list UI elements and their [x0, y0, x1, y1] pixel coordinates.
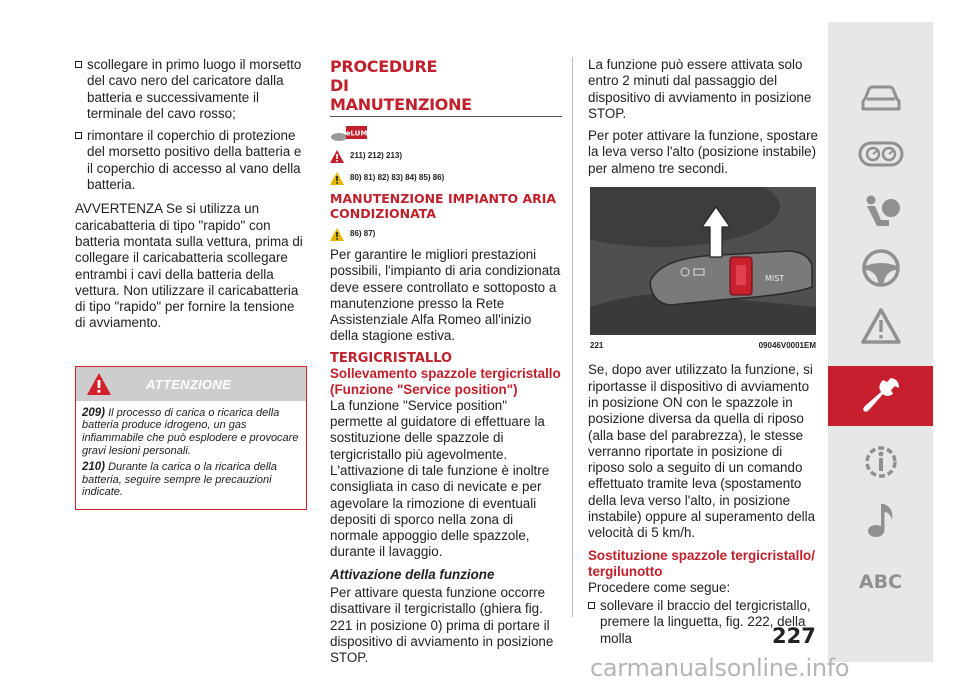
index-maintenance[interactable]	[828, 366, 933, 426]
warning-text: Il processo di carica o ricarica della batteria produce idrogeno, un gas infiammabile che può esplodere e provocare gravi lesioni personali.	[82, 406, 299, 457]
bullet-disconnect: scollegare in primo luogo il morsetto del cavo nero del caricatore dalla batteria e successivamente il terminale del cavo rosso;	[75, 57, 307, 122]
ref-numbers: 211) 212) 213)	[350, 150, 403, 160]
warning-number: 209)	[82, 406, 106, 419]
heading-rule	[330, 116, 562, 117]
info-gear-icon	[860, 441, 902, 483]
timing-paragraph: La funzione può essere attivata solo entro 2 minuti dal passaggio del dispositivo di avviamento in posizione STOP.	[588, 57, 812, 121]
chapter-index-sidebar	[828, 22, 933, 662]
ref-row-1	[330, 147, 562, 165]
subheading-service-position: Sollevamento spazzole tergicristallo (Funzione "Service position")	[330, 365, 561, 397]
advisory-paragraph: AVVERTENZA Se si utilizza un caricabatteria di tipo "rapido" con batteria montata sulla vettura, prima di collegare il caricabatteria scollegare entrambi i cavi della batteria della vettura. Non utilizzare il caricabatteria di tipo "rapido" per fornire la tensione di avviamento.	[75, 201, 303, 331]
figure-221-photo	[590, 187, 816, 335]
caution-triangle-icon	[330, 228, 344, 241]
column-divider	[572, 57, 573, 617]
warning-number: 210)	[82, 461, 106, 474]
bullet-lift-arm: sollevare il braccio del tergicristallo, premere la linguetta, fig. 222, della molla	[588, 598, 820, 647]
abc-index-icon: ABC	[858, 571, 903, 593]
elum-badge-row	[330, 125, 562, 143]
ref-row-2	[330, 169, 562, 187]
ac-paragraph: Per garantire le migliori prestazioni possibili, l'impianto di aria condizionata deve essere controllato e sottoposto a manutenzione presso la Rete Assistenziale Alfa Romeo all'inizio della stagione estiva.	[330, 247, 561, 344]
page-number: 227	[772, 624, 816, 648]
index-car[interactable]	[828, 70, 933, 126]
warning-triangle-icon	[861, 308, 901, 344]
index-technical-data[interactable]	[828, 434, 933, 490]
warning-body	[76, 401, 306, 509]
index-safety[interactable]	[828, 184, 933, 240]
airbag-icon	[859, 194, 903, 230]
steering-wheel-icon	[861, 248, 901, 288]
activation-heading: Attivazione della funzione	[330, 566, 495, 582]
ref-numbers: 80) 81) 82) 83) 84) 85) 86)	[350, 172, 445, 182]
elum-badge-label: eLUM	[345, 129, 368, 138]
activation-paragraph: Per attivare questa funzione occorre disattivare il tergicristallo (ghiera fig. 221 in posizione 0) prima di portare il dispositivo di avviamento in posizione STOP.	[330, 585, 554, 666]
bullet-refit-cover: rimontare il coperchio di protezione del morsetto positivo della batteria e il coperchio di accesso al vano della batteria.	[75, 128, 307, 193]
index-dashboard[interactable]	[828, 126, 933, 182]
dashboard-icon	[858, 139, 904, 169]
warning-item-209	[82, 407, 300, 457]
lever-paragraph: Per poter attivare la funzione, spostare la leva verso l'alto (posizione instabile) per almeno tre secondi.	[588, 128, 819, 176]
watermark: carmanualsonline.info	[590, 654, 850, 682]
service-position-paragraph: La funzione "Service position" permette al guidatore di effettuare la sostituzione delle spazzole di tergicristallo più agevolmente. L'attivazione di tale funzione è inoltre consigliata in caso di nevicate e per agevolare la rimozione di eventuali depositi di sporco nella zona di normale appoggio delle spazzole, durante il lavaggio.	[330, 397, 550, 560]
wiper-lever-illustration	[590, 187, 816, 335]
music-note-icon	[864, 500, 898, 540]
column-1	[75, 57, 307, 510]
index-alphabetical[interactable]	[828, 554, 933, 610]
mist-label: MIST	[765, 274, 785, 284]
elum-badge-icon	[330, 125, 368, 143]
figure-caption	[590, 338, 816, 354]
subheading-blade-replacement: Sostituzione spazzole tergicristallo/ tergilunotto	[588, 547, 815, 579]
index-emergency[interactable]	[828, 298, 933, 354]
ref-row-3	[330, 225, 562, 243]
wrench-icon	[859, 374, 903, 418]
column-2	[330, 57, 562, 673]
warning-text: Durante la carica o la ricarica della batteria, seguire sempre le precauzioni indicate.	[82, 461, 277, 499]
after-use-paragraph: Se, dopo aver utilizzato la funzione, si riportasse il dispositivo di avviamento in posizione ON con le spazzole in posizione diversa da quella di riposo (alla base del parabrezza), le stesse verranno riportate in posizione di riposo solo a seguito di un comando effettuato tramite leva (spostamento della leva verso l'alto, in posizione instabile) oppure al superamento della velocità di 5 km/h.	[588, 362, 816, 541]
figure-number: 221	[590, 341, 604, 351]
index-multimedia[interactable]	[828, 492, 933, 548]
warning-item-210	[82, 461, 300, 499]
column-3	[588, 57, 820, 653]
warning-triangle-icon	[330, 150, 344, 163]
ref-numbers: 86) 87)	[350, 228, 376, 238]
index-driving[interactable]	[828, 240, 933, 296]
car-icon	[859, 83, 903, 113]
procedure-intro: Procedere come segue:	[588, 579, 731, 595]
figure-code: 09046V0001EM	[758, 341, 816, 351]
caution-triangle-icon	[330, 172, 344, 185]
warning-triangle-icon	[86, 372, 112, 396]
subheading-ac: MANUTENZIONE IMPIANTO ARIA CONDIZIONATA	[330, 191, 557, 221]
warning-box	[75, 366, 307, 510]
warning-title: ATTENZIONE	[146, 376, 232, 392]
warning-header	[76, 367, 306, 401]
subheading-wiper: TERGICRISTALLO	[330, 350, 453, 366]
section-heading: PROCEDURE DI MANUTENZIONE	[330, 57, 472, 114]
